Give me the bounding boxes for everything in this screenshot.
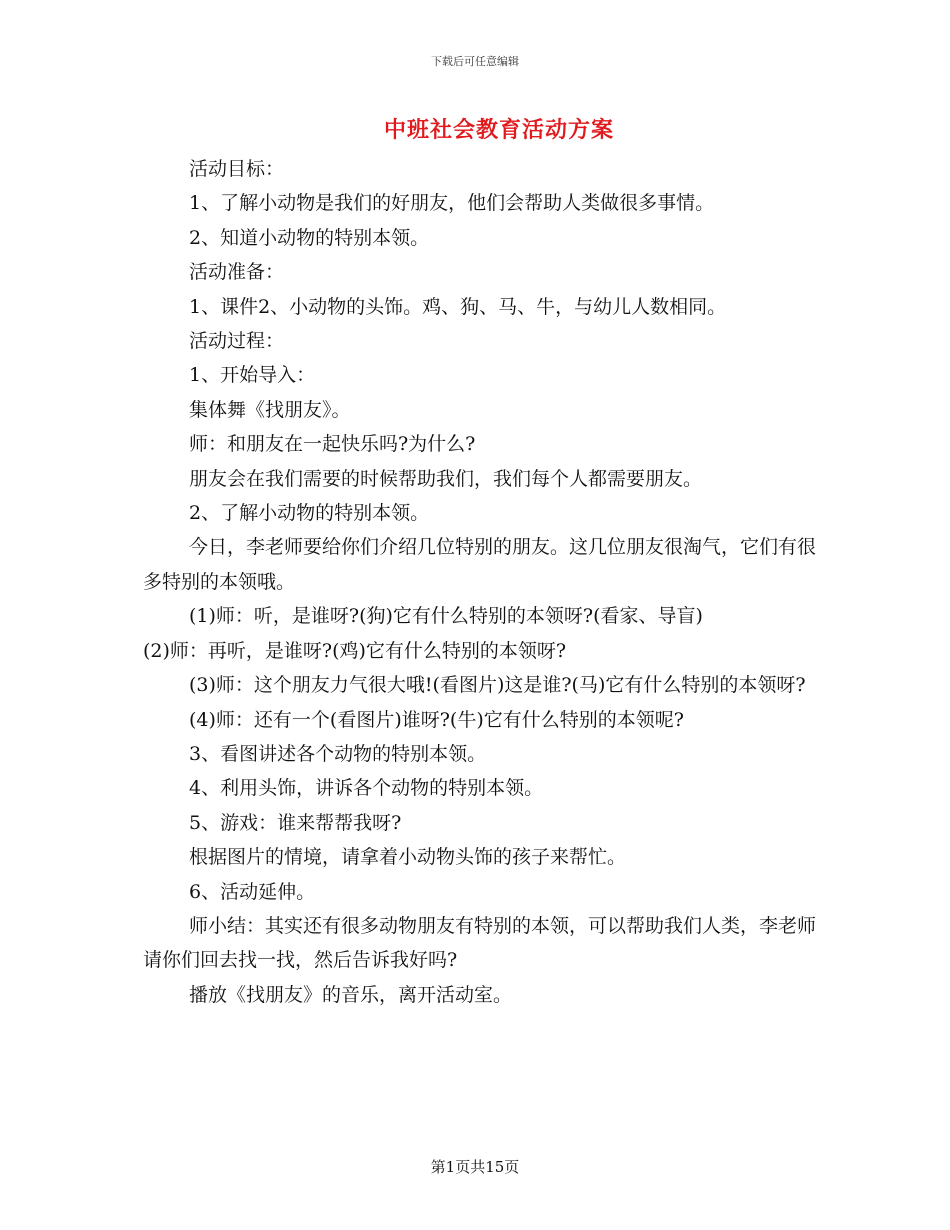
header-note: 下载后可任意编辑 — [431, 55, 519, 68]
paragraph: 活动准备： — [189, 261, 285, 284]
paragraph: 师：和朋友在一起快乐吗?为什么? — [189, 433, 476, 456]
page-number: 第1页共15页 — [430, 1158, 520, 1176]
paragraph: (2)师：再听，是谁呀?(鸡)它有什么特别的本领呀? — [143, 639, 567, 662]
document-body — [143, 152, 823, 1012]
paragraph: (4)师：还有一个(看图片)谁呀?(牛)它有什么特别的本领呢? — [189, 708, 684, 731]
paragraph: 集体舞《找朋友》。 — [189, 398, 351, 421]
paragraph: 朋友会在我们需要的时候帮助我们，我们每个人都需要朋友。 — [189, 467, 703, 490]
paragraph: 播放《找朋友》的音乐，离开活动室。 — [189, 983, 513, 1006]
paragraph: (3)师：这个朋友力气很大哦!(看图片)这是谁?(马)它有什么特别的本领呀? — [189, 674, 806, 697]
paragraph: 根据图片的情境，请拿着小动物头饰的孩子来帮忙。 — [189, 846, 627, 869]
paragraph: (1)师：听，是谁呀?(狗)它有什么特别的本领呀?(看家、导盲) — [189, 605, 703, 628]
paragraph: 6、活动延伸。 — [189, 880, 316, 903]
paragraph: 4、利用头饰，讲诉各个动物的特别本领。 — [189, 777, 544, 800]
paragraph: 3、看图讲述各个动物的特别本领。 — [189, 742, 487, 765]
paragraph: 5、游戏：谁来帮帮我呀? — [189, 811, 402, 834]
paragraph: 1、了解小动物是我们的好朋友，他们会帮助人类做很多事情。 — [189, 192, 715, 215]
paragraph: 2、了解小动物的特别本领。 — [189, 502, 430, 525]
paragraph: 活动过程： — [189, 330, 285, 353]
paragraph: 师小结：其实还有很多动物朋友有特别的本领，可以帮助我们人类，李老师请你们回去找一找，然后告诉我好吗? — [143, 914, 817, 972]
document-title: 中班社会教育活动方案 — [383, 117, 614, 143]
paragraph: 1、课件2、小动物的头饰。鸡、狗、马、牛，与幼儿人数相同。 — [189, 295, 727, 318]
paragraph: 活动目标： — [189, 158, 285, 180]
paragraph: 2、知道小动物的特别本领。 — [189, 226, 430, 249]
paragraph: 今日，李老师要给你们介绍几位特别的朋友。这几位朋友很淘气，它们有很多特别的本领哦。 — [143, 536, 817, 593]
paragraph: 1、开始导入： — [189, 364, 316, 387]
